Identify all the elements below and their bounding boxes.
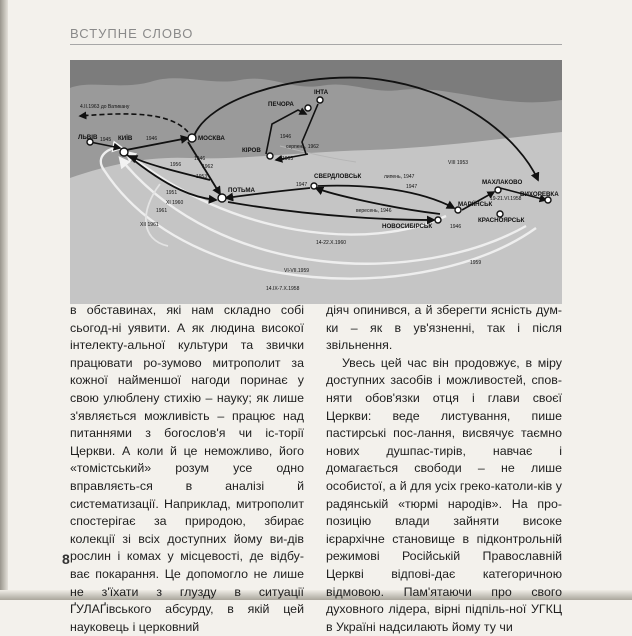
label-vatican: 4.II.1963 до Ватикану (80, 104, 130, 110)
date-1963: 1963 (282, 156, 294, 162)
label-kirov: КІРОВ (242, 147, 261, 154)
label-lviv: ЛЬВІВ (78, 134, 98, 141)
dot-pechora (305, 105, 311, 111)
date-1947-a: 1947 (296, 182, 308, 188)
right-paragraph-2: Увесь цей час він продовжує, в міру доступних засобів і можливостей, спов-няти обов'язки отця і глави своєї Церкви: веде листування, пише пастирські пос-лання, висвячує таємно нових душпас-тирів, навчає і домагається свободи – не лише особистої, а й для усіх греко-католи-ків у радянській «тюрмі народів». На про-позицію влади зайняти високе ієрархічне становище в підконтрольній режимові Російській Православній Церкві відпові-дає категоричною відмовою. Пам'ятаючи про свого духовного лідера, вірні підпіль-ної УГКЦ в Україні надсилають йому ту чи (326, 355, 562, 634)
date-1956: 1956 (170, 162, 182, 168)
dot-novosibirsk (435, 217, 441, 223)
label-kyiv: КИЇВ (118, 135, 133, 142)
date-x1960: 14-22.X.1960 (316, 240, 347, 246)
label-mariinsk: МАРІЇНСЬК (458, 201, 493, 208)
date-1959: 1959 (470, 260, 482, 266)
date-viii1953: VIII 1953 (448, 160, 469, 166)
left-paragraph: в обставинах, які нам складно собі сьогод-ні уявити. А як людина високої інтелекту-альної культури та звички працювати ро-зумово митрополит за кожної найменшої нагоди поринає у свою улюблену стихію – науку; як лише з'являється можливість – працює над питаннями з богослов'я чи іс-торії Церкви. А коли й це неможливо, його «томістський» розум усе одно вправляєть-ся в аналізі й систематизації. Наприклад, митрополит спостерігає за природою, збирає колекції зі всіх доступних йому ви-дів рослин і комах у місцевості, де відбу-ває покарання. Це допомогло не лише не з'їхати з глузду в ситуації ҐУЛАҐівського абсурду, в якій цей науковець і церковний (70, 303, 304, 634)
dot-inta (317, 97, 323, 103)
date-1946-a: 1946 (146, 136, 158, 142)
label-pechora: ПЕЧОРА (268, 101, 294, 108)
date-1961: 1961 (156, 208, 168, 214)
page-number: 8 (62, 551, 70, 567)
date-1946-d: 1946 (450, 224, 462, 230)
date-vivii1959: VI-VII.1959 (284, 268, 310, 274)
page-edge (0, 0, 8, 600)
section-title: ВСТУПНЕ СЛОВО (70, 26, 194, 41)
date-ix1958: 14.IX-7.X.1958 (266, 286, 300, 292)
dot-makhlakovo (495, 187, 501, 193)
date-aug1962: серпень, 1962 (286, 144, 319, 150)
right-paragraph-1: діяч опинився, а й зберегти ясність дум-ки – як в ув'язненні, так і після звільнення. (326, 303, 562, 353)
left-column (70, 302, 304, 636)
dot-potma (218, 194, 226, 202)
date-xi1960: XI 1960 (166, 200, 184, 206)
label-krasnoyarsk: КРАСНОЯРСЬК (478, 217, 525, 224)
dot-sverdlovsk (311, 183, 317, 189)
date-1945: 1945 (100, 137, 112, 143)
date-vi1958: 19-21.VI.1958 (490, 196, 522, 202)
date-1953: 1953 (196, 174, 208, 180)
date-1947-b: 1947 (406, 184, 418, 190)
dot-kirov (267, 153, 273, 159)
date-xii1961: XII 1961 (140, 222, 159, 228)
dot-kyiv (120, 148, 128, 156)
label-potma: ПОТЬМА (228, 187, 255, 194)
label-moskva: МОСКВА (198, 135, 225, 142)
date-1946-c: 1946 (280, 134, 292, 140)
date-jul1947: липень, 1947 (384, 174, 415, 180)
date-1951: 1951 (166, 190, 178, 196)
date-sep1946: вересень, 1946 (356, 208, 392, 214)
label-novosibirsk: НОВОСИБІРСЬК (382, 223, 433, 230)
deportation-route-map (70, 60, 562, 304)
label-vykhorevka: ВИХОРЕВКА (520, 191, 559, 198)
date-1962: 1962 (202, 164, 214, 170)
header-rule (70, 44, 562, 45)
label-sverdlovsk: СВЕРДЛОВСЬК (314, 173, 362, 180)
dot-moskva (188, 134, 196, 142)
right-column (326, 302, 562, 636)
date-1946-b: 1946 (194, 156, 206, 162)
label-inta: ІНТА (314, 89, 329, 96)
label-makhlakovo: МАХЛАКОВО (482, 179, 523, 186)
